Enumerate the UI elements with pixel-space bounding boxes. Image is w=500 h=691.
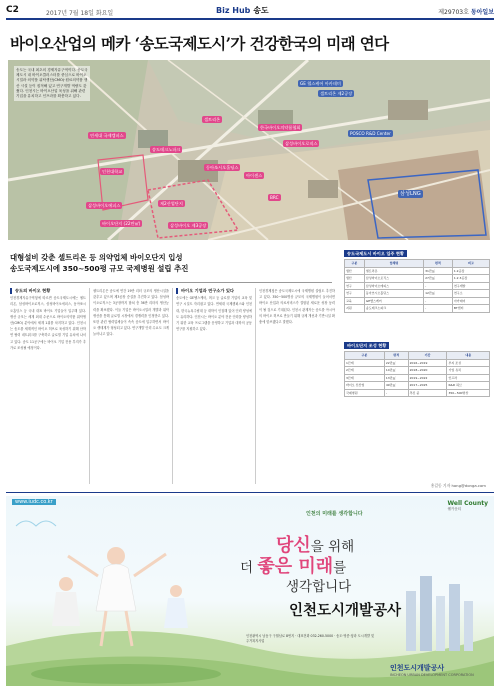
map-label: 삼성바이오로직스 [285,141,318,146]
table-row [345,290,490,298]
article-text: 인천경제자유구역청에 따르면 송도국제도시에는 셀트리온, 삼성바이오로직스, 삼성바이오에피스, 동아쏘시오홀딩스 등 국내 대표 바이오 기업들이 입주해 있다. 생산 규모는 세계 최대 수준으로 바이오의약품 위탁생산(CMO) 분야에서 세계 1위를 차지하고 있다. 인천시는 송도를 세계적인 바이오 허브로 육성하기 위해 산학연 협력 네트워크를 구축하고 글로벌 기업 유치에 나서고 있다. 송도 11공구에는 바이오 기업 전용 부지가 추가로 조성될 예정이다. [10,296,86,350]
ad-text: 를 [333,560,347,576]
issue-date: 2017년 7월 18일 화요일 [46,10,114,17]
data-table [344,351,490,397]
table-cell: 삼성바이오로직스 [364,275,423,283]
ad-divider [6,492,494,493]
table-cell: 22만㎡ [384,359,408,367]
column-divider [255,288,256,484]
ad-illustration [6,496,494,686]
article-text: 송도에는 GE헬스케어, 머크 등 글로벌 기업의 교육 및 연구 시설도 자리잡고 있다. 연세대 국제캠퍼스와 인천대, 한국뉴욕주립대 등 대학이 인접해 있어 인력 양성에도 유리하다. 인천시는 바이오 분야 전문 인력을 양성하기 위한 교육 프로그램을 운영하고 기업과 대학의 공동 연구를 지원하고 있다. [176,296,252,332]
map-label: 동아쏘시오홀딩스 [206,165,239,170]
table-cell: 2단계 [345,367,385,375]
table-header-cell: 내용 [447,352,490,360]
map-label: 송도테크노파크 [152,147,181,152]
ad-text: Well County [447,500,488,507]
table-header-cell: 구분 [345,260,365,268]
map-label: 제2산업단지 [160,201,183,206]
ad-text: 더 [240,560,258,576]
header-text: Biz Hub [216,6,251,15]
table-cell: 부지 조성 [447,359,490,367]
table-cell: 추진 중 [408,389,447,397]
ad-text: 당신 [276,535,311,556]
ad-info-text: 인천광역시 남동구 구월남로 8번지 · 대표전화 032-260-5000 · 송도·영종·청라 도시개발 및 주거복지사업 [246,634,375,643]
header-text: 동아일보 [470,9,494,16]
map-label: POSCO R&D Center [350,131,391,136]
section-heading: 송도의 바이오 현황 [10,288,86,294]
table-cell: 생산 [345,267,365,275]
table-header-cell: 면적 [424,260,453,268]
ad-text: 인천도시개발공사 [390,664,445,672]
table-header-cell: 업체명 [364,260,423,268]
table-row [345,267,490,275]
byline: 홍길동 기자 hong@donga.com [430,483,486,488]
ad-text: 을 위해 [310,539,355,555]
table-cell: 13만㎡ [384,374,408,382]
map-label: 삼성바이오 제3공장 [170,223,207,228]
table-cell: - [424,282,453,290]
column-divider [172,288,173,484]
table-cell: 동아쏘시오홀딩스 [364,290,423,298]
page-header [6,4,494,20]
table-cell: 연구소 [452,290,489,298]
table-header-cell: 기간 [408,352,447,360]
table-cell: 12만㎡ [424,290,453,298]
map-label: BRC [270,195,279,200]
table-row [345,374,490,382]
table-cell: - [384,389,408,397]
table-cell: 1단계 [345,359,385,367]
table-row [345,389,490,397]
map-label: GE 헬스케어 아카데미 [300,81,341,86]
publisher [438,7,494,16]
map-label: 인천대학교 [102,169,123,174]
table-header-row [345,352,490,360]
column-divider [89,288,90,484]
map-label: 삼성바이오에피스 [88,203,121,208]
table-cell: 14만㎡ [384,367,408,375]
article-column-2 [93,288,169,488]
table-cell: GE헬스케어 [364,297,423,305]
map-label: 셀트리온 [204,117,221,122]
map-label: 바이오단지 (22만㎡) [102,221,141,226]
aerial-map [8,60,490,240]
table-header-row [345,260,490,268]
table-cell: 2017~2025 [408,382,447,390]
table-header-cell: 구분 [345,352,385,360]
article-column-4 [259,288,335,488]
page-number: C2 [6,5,19,15]
table-cell: R&D 허브 [447,382,490,390]
ad-text: 좋은 미래 [257,556,334,577]
table-header-cell: 비고 [452,260,489,268]
header-text: 제29703호 [438,9,469,16]
table-cell: - [424,305,453,313]
ad-tagline: 인천의 미래를 생각합니다 [306,511,363,517]
table-cell: 49만㎡ [384,382,408,390]
table-cell: 연구개발 [452,282,489,290]
table-header-cell: 면적 [384,352,408,360]
table-cell: 셀트리온 [364,267,423,275]
table-row [345,297,490,305]
table-cell: 국제병원 [345,389,385,397]
map-label: 삼성LNG [400,191,421,197]
table-cell: 생산 [345,275,365,283]
subheadline-line: 송도국제도시에 350~500평 규모 국제병원 설립 추진 [10,264,189,273]
divider [10,282,332,283]
table-cell: 지원 [345,305,365,313]
ad-brand [447,500,488,512]
table-cell: 3단계 [345,374,385,382]
table-cell: 연구 [345,282,365,290]
headline: 바이오산업의 메카 ‘송도국제도시’가 건강한국의 미래 연다 [10,34,389,53]
table-cell: 1·2·3공장 [452,275,489,283]
ad-text: 웰카운티 [447,507,462,511]
map-intro: 송도는 국내 최초의 경제자유구역이다. 송도국제도시 내 바이오클러스터를 중심으로 바이오시밀러·의약품 위탁생산(CMO)·원료의약품 생산 시설 등이 집적해 있고 연구개발 역량도 갖췄다. 인천시는 바이오산업 육성을 위해 관련 기업을 유치하고 인프라를 확충하고 있다. [14,66,90,101]
map-label: 셀트리온 제2공장 [320,91,353,96]
map-label: 한국바이오의약품협회 [260,125,301,130]
article-text: 인천경제청은 송도국제도시에 국제병원 설립도 추진하고 있다. 350~500병상 규모의 국제병원이 들어서면 바이오 산업과 의료서비스가 결합된 새로운 성장 동력이 될 것으로 기대된다. 인천시 관계자는 송도를 아시아의 바이오 허브로 만들기 위해 규제 개선과 기반시설 확충에 힘쓰겠다고 말했다. [259,289,335,325]
table-cell: - [424,297,453,305]
section-heading: 바이오 기업과 연구소가 있다 [176,288,252,294]
table-cell: 2019~2022 [408,374,447,382]
table-cell: 교육 [345,297,365,305]
subheadline-line: 대형설비 갖춘 셀트리온 등 의약업체 바이오단지 입성 [10,253,183,262]
table-row [345,282,490,290]
subheadline [10,252,330,274]
ad-url-link[interactable]: www.iudc.co.kr [12,499,56,505]
table-cell: 350~500병상 [447,389,490,397]
table-cell: BT센터 [452,305,489,313]
table-cell: 기업 유치 [447,367,490,375]
article-column-1 [10,288,86,488]
data-table [344,259,490,313]
header-text: 송도 [253,6,269,15]
ad-headline-line-3: 생각합니다 [286,579,352,595]
table-cell: 바이오 신산업 [345,382,385,390]
ad-corporation-name: 인천도시개발공사 [289,603,402,619]
table-row [345,382,490,390]
table-cell: 27만㎡ [424,275,453,283]
ad-logo [390,663,474,677]
table-cell: 31만㎡ [424,267,453,275]
table-cell: 아카데미 [452,297,489,305]
table-cell: 연구 [345,290,365,298]
table-row [345,359,490,367]
table-title: 송도국제도시 바이오 입주 현황 [344,250,407,257]
table-cell: 2018~2020 [408,367,447,375]
table-row [345,275,490,283]
table-cell: 2016~2019 [408,359,447,367]
article-text: 셀트리온은 송도에 연간 19만 리터 규모의 생산시설을 갖추고 있으며 제3공장 증설을 추진하고 있다. 삼성바이오로직스는 3공장까지 합쳐 총 36만 리터의 생산능력을 확보했다. 이들 기업은 바이오시밀러 개발과 위탁생산을 통해 글로벌 시장에서 경쟁력을 인정받고 있다. 또한 관련 협력업체들이 속속 송도에 입주하면서 바이오 생태계가 형성되고 있다. 연구개발 인력 수요도 크게 늘어나고 있다. [93,289,169,337]
ad-text: INCHEON URBAN DEVELOPMENT CORPORATION [390,673,474,677]
advertisement [6,496,494,686]
table-cell: 1·2공장 [452,267,489,275]
article-column-3 [176,288,252,488]
table-cell: 송도테크노파크 [364,305,423,313]
table-cell: 삼성바이오에피스 [364,282,423,290]
map-label: 연세대 국제캠퍼스 [90,133,124,138]
table-cell: 인프라 [447,374,490,382]
section-title [216,5,269,16]
table-title: 바이오단지 조성 현황 [344,342,389,349]
table-row [345,367,490,375]
map-label: 아이센스 [246,173,263,178]
table-row [345,305,490,313]
